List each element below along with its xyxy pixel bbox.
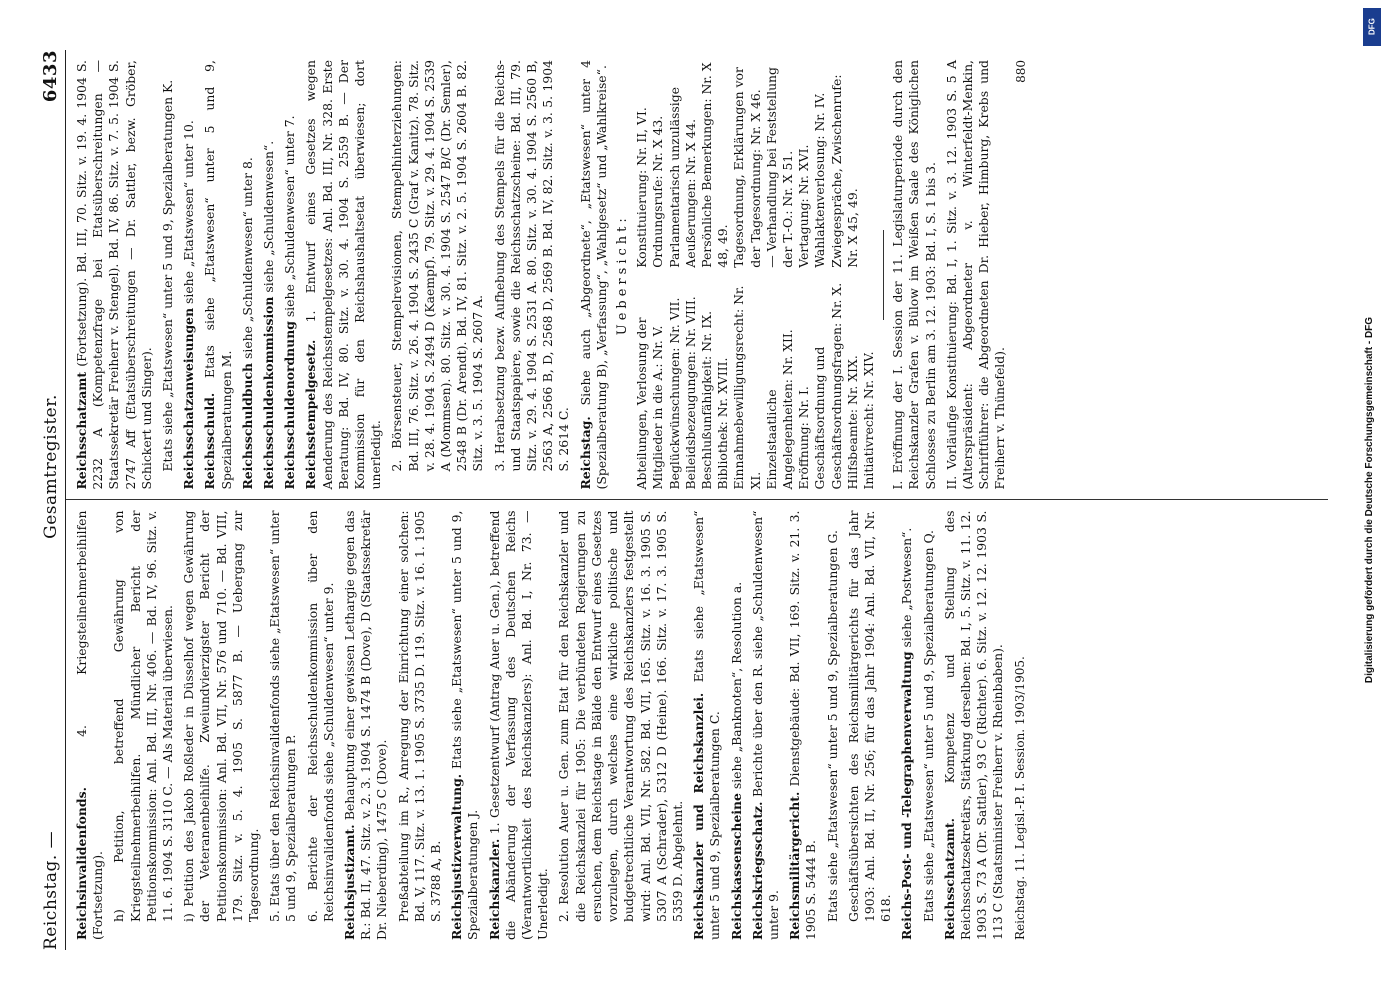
entry-keyword: Reichsschuldenordnung xyxy=(282,321,298,490)
entry-keyword: Reichskassenscheine xyxy=(728,793,744,940)
entry-text: Etats siehe „Etatswesen“ unter 5 und 9, Spezialberatungen K. xyxy=(160,79,176,472)
overview-item: Einzelstaatliche Angelegenheiten: Nr. XII. xyxy=(763,329,795,490)
entry-text: Behauptung einer gewissen Lethargie gegen das R.: Bd. II, 47. Sitz. v. 2. 3. 1904 S. 1474 B (Dove), D (Staatssekretär Dr. Nieberding), 1475 C (Dove). xyxy=(342,510,390,940)
register-entry xyxy=(787,511,819,941)
register-entry xyxy=(899,511,915,941)
digitization-note: Digitalisierung gefördert durch die Deutsche Forschungsgemeinschaft - DFG xyxy=(1364,316,1375,684)
overview-item: Beschlußunfähigkeit: Nr. IX. xyxy=(698,310,714,490)
register-entry xyxy=(305,511,337,941)
entry-text: Kompetenz und Stellung des Reichsschatzsekretärs, Stärkung derselben: Bd. I, 5. Sitz. v. 11. 12. 1903 S. 73 A (Dr. Sattler), 93 C (Richter). 6. Sitz. v. 12. 12. 1903 S. 113 C (Staatsminister Freiherr v. Rheinbaben). xyxy=(941,510,1006,940)
register-entry xyxy=(303,60,384,490)
entry-keyword: Reichstag. xyxy=(577,416,593,490)
header-center: Gesamtregister. xyxy=(41,394,61,539)
register-entry xyxy=(181,511,262,941)
entry-text: Etats siehe „Etatswesen“ unter 5 und 9, Spezialberatungen Q. xyxy=(920,530,936,922)
entry-keyword: Reichsstempelgesetz. xyxy=(303,339,319,490)
entry-text: siehe „Etatswesen“ unter 10. xyxy=(181,120,197,304)
dfg-logo: DFG xyxy=(1363,8,1381,46)
register-entry xyxy=(181,60,197,490)
entry-text: Siehe auch „Abgeordnete“, „Etatswesen“ unter 4 (Spezialberatung B), „Verfassung“, „Wahlgesetz“ und „Wahlkreise“. xyxy=(577,60,609,490)
divider xyxy=(883,230,884,320)
entry-keyword: Reichsschuldbuch xyxy=(239,362,255,490)
entry-text: Geschäftsübersichten des Reichsmilitärgerichts für das Jahr 1903: Anl. Bd. II, Nr. 256; für das Jahr 1904: Anl. Bd. VII, Nr. 618. xyxy=(845,510,894,922)
overview-left-column xyxy=(634,282,877,490)
overview-item: Beileidsbezeugungen: Nr. VIII. xyxy=(682,296,698,490)
entry-keyword: Reichsschatzamt xyxy=(74,371,89,490)
register-entry xyxy=(846,511,895,941)
register-page xyxy=(26,30,1356,970)
register-entry xyxy=(921,511,937,941)
entry-keyword: Reichsjustizamt. xyxy=(342,824,358,940)
entry-keyword: Reichs-Post- und -Telegraphenverwaltung xyxy=(899,651,915,940)
entry-text: 3. Herabsetzung bezw. Aufhebung des Stempels für die Reichs- und Staatspapiere, sowie die Reichsschatzscheine: Bd. III, 79. Sitz. v. 29. 4. 1904 S. 2531 A. 80. Sitz. v. 30. 4. 1904 S. 2560 B, 2563 A, 2566 B, D, 2568 D, 2569 B. Bd. IV, 82. Sitz. v. 3. 5. 1904 S. 2614 C. xyxy=(491,60,572,472)
overview-item: Einnahmebewilligungsrecht: Nr. XI. xyxy=(731,285,763,490)
register-entry xyxy=(487,511,552,941)
overview-title: Uebersicht: xyxy=(615,214,631,336)
entry-keyword: Reichsschuldenkommission xyxy=(261,296,277,490)
entry-text: Berichte über den R. siehe „Schuldenwesen“ unter 9. xyxy=(749,510,781,940)
overview-item: Beglückwünschungen: Nr. VII. xyxy=(666,297,682,490)
entry-text: Etats siehe „Etatswesen“ unter 5 und 9, Spezialberatungen G. xyxy=(824,530,840,922)
entry-keyword: Reichskriegsschatz. xyxy=(749,801,765,940)
overview-item: Vertagung: Nr. XVI. xyxy=(796,144,812,268)
entry-text: Preßabteilung im R., Anregung der Einrichtung einer solchen: Bd. V, 117. Sitz. v. 13. 1. 1905 S. 3735 D. 119. Sitz. v. 16. 1. 1905 S. 3788 A, B. xyxy=(395,510,444,922)
overview-item: Ordnungsrufe: Nr. X 43. xyxy=(650,115,666,268)
register-entry xyxy=(282,60,298,490)
overview-item: Initiativrecht: Nr. XIV. xyxy=(860,351,876,490)
page-number: 6433 xyxy=(40,50,61,103)
overview-item: — Verhandlung bei Feststellung der T.-O.: Nr. X 51. xyxy=(763,67,795,268)
entry-keyword: Reichsschatzanweisungen xyxy=(181,307,197,490)
register-entry xyxy=(825,511,841,941)
register-entry xyxy=(396,511,445,941)
register-entry xyxy=(389,60,486,490)
right-column xyxy=(66,50,1328,500)
overview-item: Bibliothek: Nr. XVIII. xyxy=(715,357,731,490)
entry-text: h) Petition, betreffend Gewährung von Kriegsteilnehmerbeihilfen. Mündlicher Bericht der Petitionskommission: Anl. Bd. III, Nr. 406. — Bd. IV, 96. Sitz. v. 11. 6. 1904 S. 3110 C. — Als Material überwiesen. xyxy=(111,510,176,922)
register-entry xyxy=(750,511,782,941)
register-entry xyxy=(691,511,723,941)
entry-text: Dienstgebäude: Bd. VII, 169. Sitz. v. 21. 3. 1905 S. 5444 B. xyxy=(787,510,819,940)
entry-text: 2. Börsensteuer, Stempelrevisionen, Stempelhinterziehungen: Bd. III, 76. Sitz. v. 26. 4. 1904 S. 2435 C (Graf v. Kanitz). 78. Sitz. v. 28. 4. 1904 S. 2494 D (Kaempf). 79. Sitz. v. 29. 4. 1904 S. 2539 A (Mommsen). 80. Sitz. v. 30. 4. 1904 S. 2547 B/C (Dr. Semler), 2548 B (Dr. Arendt). Bd. IV, 81. Sitz. v. 2. 5. 1904 S. 2604 B. 82. Sitz. v. 3. 5. 1904 S. 2607 A. xyxy=(389,60,486,472)
entry-keyword: Reichsjustizverwaltung. xyxy=(449,773,465,940)
entry-keyword: Reichsschuld. xyxy=(202,392,218,490)
overview-item: Konstituierung: Nr. II, VI. xyxy=(634,107,650,268)
entry-text: 1. Gesetzentwurf (Antrag Auer u. Gen.), betreffend die Abänderung der Verfassung des Deutschen Reichs (Verantwortlichkeit des Reichskanzlers): Anl. Bd. I, Nr. 73. — Unerledigt. xyxy=(486,510,551,940)
header-left: Reichstag. — xyxy=(41,830,61,950)
entry-text: siehe „Schuldenwesen“ unter 7. xyxy=(282,115,298,318)
entry-text: siehe „Postwesen“. xyxy=(899,527,915,648)
register-entry xyxy=(74,511,106,941)
overview-item: Wahlaktenverlosung: Nr. IV. xyxy=(812,92,828,268)
register-entry xyxy=(342,511,391,941)
entry-text: 2. Resolution Auer u. Gen. zum Etat für den Reichskanzler und die Reichskanzlei für 1905: Die verbündeten Regierungen zu ersuchen, dem Reichstage in Bälde den Entwurf eines Gesetzes vorzulegen, durch welches eine wirkliche politische und budgetrechtliche Verantwortung des Reichskanzlers festgestellt wird: Anl. Bd. VII, Nr. 582. Bd. VII, 165. Sitz. v. 16. 3. 1905 S. 5307 A (Schrader), 5312 D (Heine). 166. Sitz. v. 17. 3. 1905 S. 5359 D. Abgelehnt. xyxy=(556,510,685,922)
entry-text: siehe „Banknoten“, Resolution a. xyxy=(728,581,744,790)
overview-item: Abteilungen, Verlosung der Mitglieder in die A.: Nr. V. xyxy=(634,317,666,490)
session-entry: I. Eröffnung der I. Session der 11. Legislaturperiode durch den Reichskanzler Grafen v. Bülow im Weißen Saale des Königlichen Schlosses zu Berlin am 3. 12. 1903: Bd. I, S. 1 bis 3. xyxy=(890,60,938,490)
entry-text: 1. Entwurf eines Gesetzes wegen Aenderung des Reichsstempelgesetzes: Anl. Bd. III, Nr. 328. Erste Beratung: Bd. IV, 80. Sitz. v. 30. 4. 1904 S. 2559 B. — Der Kommission für den Reichshaushaltsetat überwiesen; dort unerledigt. xyxy=(303,60,384,490)
entry-keyword: Reichsmilitärgericht. xyxy=(787,791,803,940)
entry-text: 5. Etats über den Reichsinvalidenfonds siehe „Etatswesen“ unter 5 und 9, Spezialberatungen P. xyxy=(267,510,299,922)
register-entry xyxy=(111,511,176,941)
entry-text: Etats siehe „Etatswesen“ unter 5 und 9, Spezialberatungen M. xyxy=(202,60,234,490)
left-column xyxy=(66,500,1328,951)
register-entry xyxy=(556,511,686,941)
register-entry xyxy=(729,511,745,941)
overview-table xyxy=(634,60,877,490)
register-entry xyxy=(267,511,299,941)
register-entry xyxy=(74,60,155,490)
entry-keyword: Reichskanzler und Reichskanzlei. xyxy=(691,692,707,940)
signature-number: 880 xyxy=(1013,60,1028,83)
overview-right-column xyxy=(634,60,877,268)
overview-item: Geschäftsordnung und Geschäftsordnungsfragen: Nr. X. xyxy=(812,282,844,490)
entry-text: siehe „Schuldenwesen“ unter 8. xyxy=(239,157,255,359)
entry-text: i) Petition des Jakob Roßleder in Düsselhof wegen Gewährung der Veteranenbeihilfe. Zweiundvierzigster Bericht der Petitionskommission: Anl. Bd. VII, Nr. 576 und 710. — Bd. VIII, 179. Sitz. v. 5. 4. 1905 S. 5877 B. — Uebergang zur Tagesordnung. xyxy=(181,510,262,922)
register-entry xyxy=(160,60,176,490)
overview-item: Tagesordnung, Erklärungen vor der Tagesordnung: Nr. X 46. xyxy=(731,67,763,268)
page-header xyxy=(40,50,66,950)
overview-item: Zwiegespräche, Zwischenrufe: Nr. X 45, 49. xyxy=(828,74,860,268)
overview-item: Persönliche Bemerkungen: Nr. X 48, 49. xyxy=(698,62,731,268)
entry-text: (Fortsetzung). Bd. III, 70. Sitz. v. 19. 4. 1904 S. 2232 A (Kompetenzfrage bei Etatsüberschreitungen — Staatssekretär Freiherr v. Stengel). Bd. IV, 86. Sitz. v. 7. 5. 1904 S. 2747 Aff (Etatsüberschreitungen — Dr. Sattler, bezw. Gröber, Schickert und Singer). xyxy=(74,60,154,490)
register-entry xyxy=(578,60,610,490)
register-entry xyxy=(240,60,256,490)
overview-item: Parlamentarisch unzulässige Aeußerungen: Nr. X 44. xyxy=(666,87,698,268)
entry-text: 4. Kriegsteilnehmerbeihilfen (Fortsetzung). xyxy=(74,510,106,940)
entry-keyword: Reichskanzler. xyxy=(486,838,502,940)
register-entry xyxy=(202,60,234,490)
entry-keyword: Reichsschatzamt. xyxy=(941,818,957,940)
entry-text: 6. Berichte der Reichsschuldenkommission über den Reichsinvalidenfonds siehe „Schuldenwesen“ unter 9. xyxy=(304,510,336,922)
session-entry: II. Vorläufige Konstituierung: Bd. I, 1. Sitz. v. 3. 12. 1903 S. 5 A (Alterspräsident: Abgeordneter v. Winterfeldt-Menkin, Schriftführer: die Abgeordneten Dr. Hieber, Himburg, Krebs und Freiherr v. Thünefeld). xyxy=(943,60,1008,490)
overview-item: Hilfsbeamte: Nr. XIX. xyxy=(844,355,860,490)
register-entry xyxy=(942,511,1007,941)
register-entry xyxy=(449,511,481,941)
entry-text: Etats siehe „Etatswesen“ unter 5 und 9, Spezialberatungen C. xyxy=(691,510,723,940)
entry-text: Etats siehe „Etatswesen“ unter 5 und 9, Spezialberatungen J. xyxy=(449,510,481,940)
entry-text: siehe „Schuldenwesen“. xyxy=(261,140,277,293)
entry-keyword: Reichsinvalidenfonds. xyxy=(74,787,89,940)
register-entry xyxy=(492,60,573,490)
left-footer: Reichstag. 11. Legisl.-P. I. Session. 1903/1905. xyxy=(1012,656,1027,940)
overview-item: Eröffnung: Nr. I. xyxy=(796,386,812,490)
register-entry xyxy=(261,60,277,490)
